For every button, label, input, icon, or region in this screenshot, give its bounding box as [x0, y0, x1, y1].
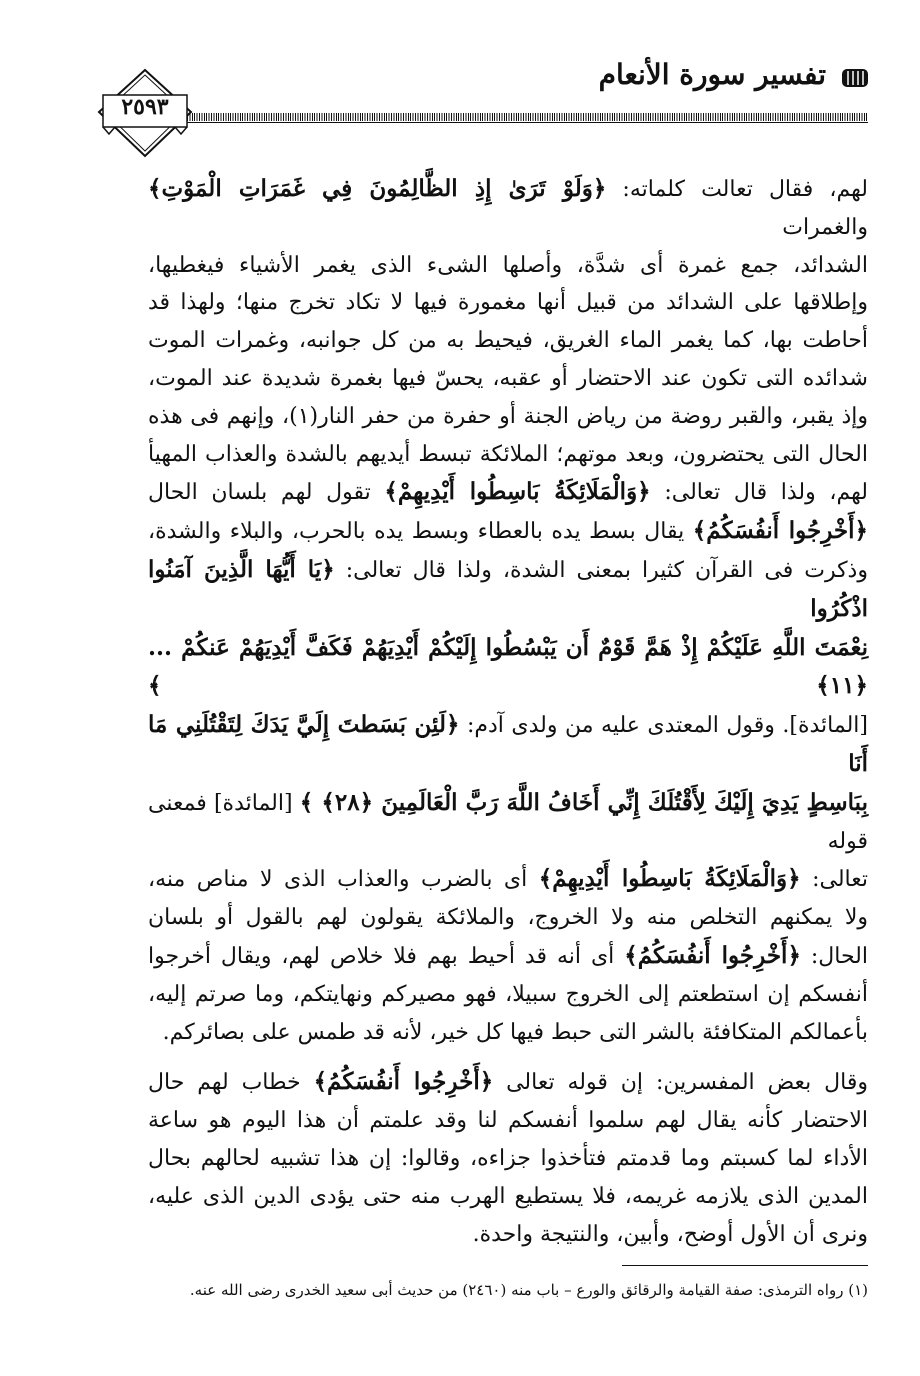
quran-verse: بِبَاسِطٍ يَدِيَ إِلَيْكَ لِأَقْتُلَكَ إِنِّي أَخَافُ اللَّهَ رَبَّ الْعَالَمِينَ ﴿٢٨﴾ ﴾	[299, 788, 868, 816]
text-line	[148, 937, 868, 976]
text-line	[148, 170, 868, 247]
quran-verse: ﴿وَالْمَلَائِكَةُ بَاسِطُوا أَيْدِيهِمْ﴾	[384, 478, 651, 506]
text-line	[148, 551, 868, 629]
text-run: الأداء لما كسبتم وما قدمتم فتأخذوا جزاءه، وقالوا: إن هذا تشبيه لحالهم بحال	[148, 1145, 868, 1171]
text-line	[148, 976, 868, 1014]
text-line	[148, 512, 868, 551]
text-line	[148, 899, 868, 937]
footnote: (١) رواه الترمذى: صفة القيامة والرقائق والورع – باب منه (٢٤٦٠) من حديث أبى سعيد الخدرى رضى الله عنه.	[189, 1281, 868, 1299]
text-run: والغمرات	[782, 214, 868, 240]
text-run: تقول لهم بلسان الحال	[148, 480, 385, 506]
text-run: يقال بسط يده بالعطاء وبسط يده بالحرب، والبلاء والشدة،	[148, 519, 693, 545]
text-line	[148, 436, 868, 474]
running-title: تفسير سورة الأنعام	[598, 58, 826, 91]
text-line	[148, 1014, 868, 1052]
text-run: تعالى:	[800, 867, 868, 893]
text-line	[148, 629, 868, 707]
text-line	[148, 322, 868, 360]
header-rule	[187, 113, 868, 121]
text-run: خطاب لهم حال	[148, 1070, 314, 1096]
text-line	[148, 398, 868, 436]
quran-verse: ﴿وَالْمَلَائِكَةُ بَاسِطُوا أَيْدِيهِمْ﴾	[538, 865, 801, 893]
quran-verse: ﴿يَا أَيُّهَا الَّذِينَ آمَنُوا اذْكُرُوا	[148, 555, 868, 622]
text-line	[148, 860, 868, 899]
text-line	[148, 284, 868, 322]
text-run: أى بالضرب والعذاب الذى لا مناص منه،	[148, 867, 539, 893]
header-rule-thin	[187, 122, 868, 123]
quran-verse: ﴿أَخْرِجُوا أَنفُسَكُمُ﴾	[313, 1068, 494, 1096]
text-run: ونرى أن الأول أوضح، وأبين، والنتيجة واحدة.	[472, 1221, 868, 1247]
text-line	[148, 706, 868, 784]
text-run: الحال:	[800, 943, 869, 969]
text-run: ولا يمكنهم التخلص منه ولا الخروج، والملائكة يقولون لهم بالقول أو بلسان	[148, 905, 868, 931]
text-line	[148, 1063, 868, 1102]
text-run: وقال بعض المفسرين: إن قوله تعالى	[493, 1070, 868, 1096]
main-text	[148, 170, 868, 1253]
text-run: شدائده التى تكون عند الاحتضار أو عقبه، يحسّ فيها بغمرة شديدة عند الموت،	[148, 365, 868, 391]
text-line	[148, 1178, 868, 1216]
text-run: لهم، ولذا قال تعالى:	[650, 480, 869, 506]
text-line	[148, 473, 868, 512]
text-line	[148, 1216, 868, 1254]
text-line	[148, 1140, 868, 1178]
ornament-icon	[840, 66, 870, 90]
text-run: المدين الذى يلازمه غريمه، فلا يستطيع الهرب منه حتى يؤدى الدين الذى عليه،	[148, 1183, 868, 1209]
page-header	[95, 58, 870, 148]
text-line	[148, 1102, 868, 1140]
quran-verse: ﴿لَئِن بَسَطتَ إِلَيَّ يَدَكَ لِتَقْتُلَنِي مَا أَنَا	[148, 711, 868, 777]
text-run: أى أنه قد أحيط بهم فلا خلاص لهم، ويقال أخرجوا	[148, 943, 625, 969]
text-run: وإطلاقها على الشدائد من قبيل أنها مغمورة فيها لا تكاد تخرج منها؛ ولهذا قد	[148, 290, 868, 316]
text-run: لهم، فقال تعالت كلماته:	[606, 177, 868, 202]
page-number: ٢٥٩٣	[121, 94, 169, 120]
text-run: أنفسكم إن استطعتم إلى الخروج سبيلا، فهو مصيركم ونهايتكم، وما صرتم إليه،	[148, 981, 868, 1007]
text-run: الشدائد، جمع غمرة أى شدَّة، وأصلها الشىء الذى يغمر الأشياء فيغطيها،	[148, 252, 868, 278]
quran-verse: ﴿أَخْرِجُوا أَنفُسَكُمُ﴾	[692, 517, 868, 545]
text-run: وذكرت فى القرآن كثيرا بمعنى الشدة، ولذا قال تعالى:	[334, 557, 868, 583]
quran-verse: ﴿أَخْرِجُوا أَنفُسَكُمُ﴾	[624, 941, 801, 969]
text-run: أحاطت بها، كما يغمر الماء الغريق، فيحيط به من كل جوانبه، وغمرات الموت	[148, 328, 868, 354]
page-number-badge	[95, 68, 195, 160]
text-run: الحال التى يحتضرون، وبعد موتهم؛ الملائكة تبسط أيديهم بالشدة والعذاب المهيأ	[148, 441, 868, 467]
quran-verse: نِعْمَتَ اللَّهِ عَلَيْكُمْ إِذْ هَمَّ قَوْمٌ أَن يَبْسُطُوا إِلَيْكُمْ أَيْدِيَهُمْ فَكَفَّ أَيْدِيَهُمْ عَنكُمْ ... ﴿١١﴾ ﴾	[148, 633, 868, 700]
text-run: وإذ يقبر، والقبر روضة من رياض الجنة أو حفرة من حفر النار(١)، وإنهم فى هذه	[148, 403, 868, 429]
footnote-separator	[622, 1265, 868, 1266]
text-line	[148, 360, 868, 398]
text-run: [المائدة] فمعنى قوله	[148, 790, 868, 854]
text-line	[148, 247, 868, 285]
text-run: [المائدة]. وقول المعتدى عليه من ولدى آدم:	[459, 713, 868, 739]
quran-verse: ﴿وَلَوْ تَرَىٰ إِذِ الظَّالِمُونَ فِي غَمَرَاتِ الْمَوْتِ﴾	[148, 175, 607, 202]
text-line	[148, 784, 868, 861]
text-run: الاحتضار كأنه يقال لهم سلموا أنفسكم لنا وقد علمتم أن هذا اليوم هو ساعة	[148, 1108, 868, 1134]
text-run: بأعمالكم المتكافئة بالشر التى حبط فيها كل خير، لأنه قد طمس على بصائركم.	[162, 1019, 868, 1045]
